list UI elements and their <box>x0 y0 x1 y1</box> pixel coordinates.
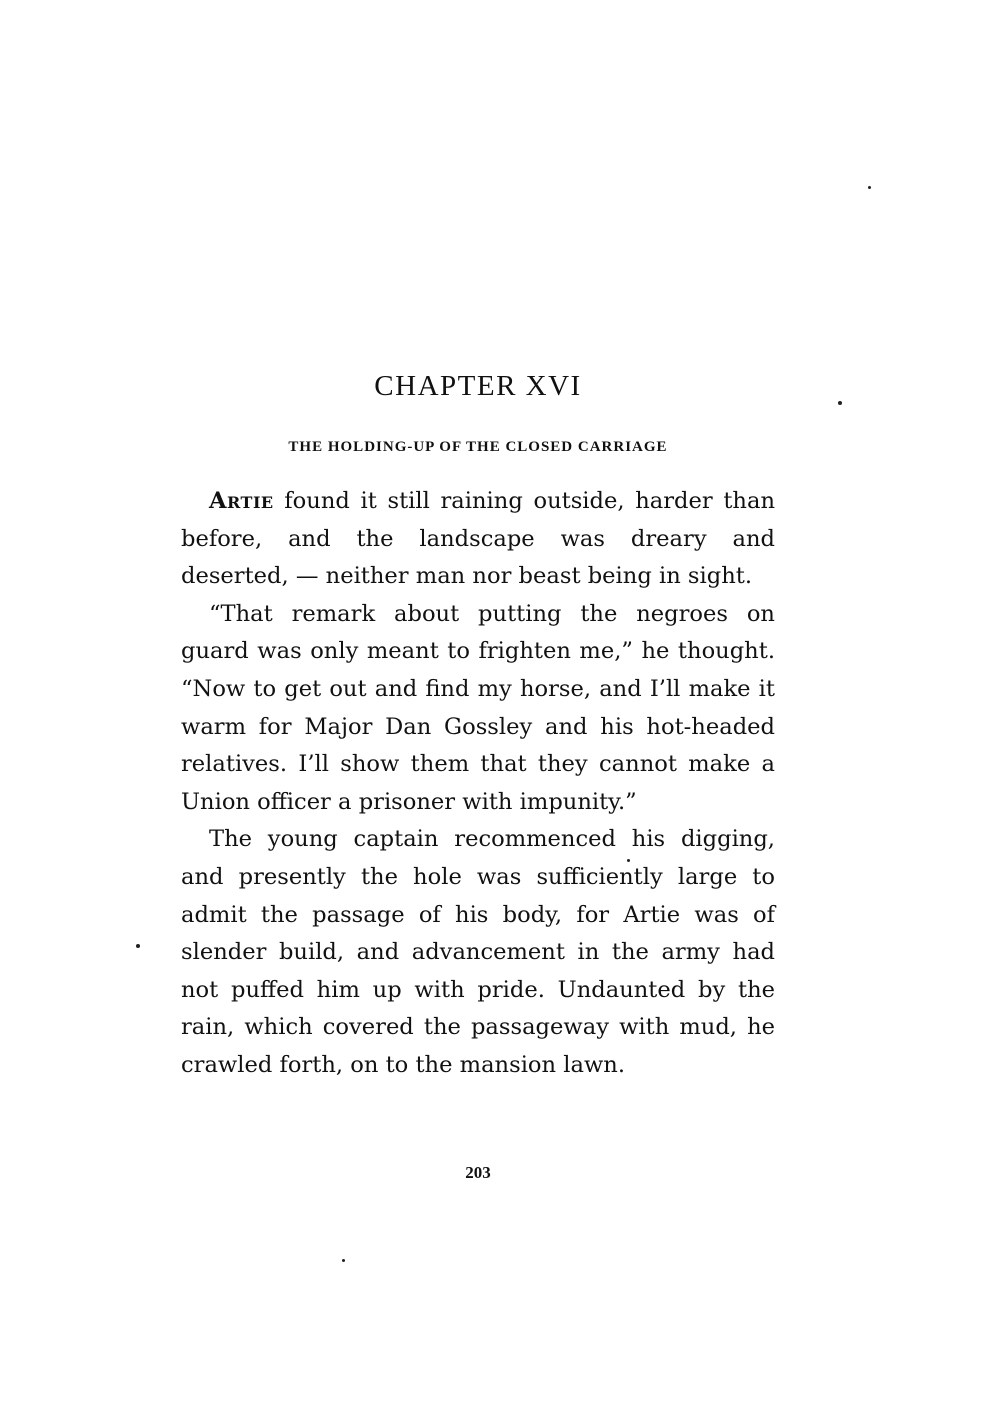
paragraph-text: The young captain recommenced his digging, and presently the hole was sufficiently large to admit the passage of his body, for Artie was of slender build, and advancement in the army had not puffed him up with pride. Undaunted by the rain, which covered the passageway with mud, he crawled forth, on to the mansion lawn. <box>181 826 775 1078</box>
body-text <box>181 483 775 1085</box>
scan-speck <box>868 186 871 189</box>
chapter-heading: CHAPTER XVI <box>374 370 582 402</box>
scan-speck <box>838 401 842 405</box>
scan-speck <box>627 859 630 862</box>
paragraph-text: “That remark about putting the negroes on guard was only meant to frighten me,” he thought. “Now to get out and find my horse, and I’ll make it warm for Major Dan Gossley and his hot-headed relatives. I’ll show them that they cannot make a Union officer a prisoner with impunity.” <box>181 600 775 815</box>
paragraph-2 <box>181 596 775 822</box>
paragraph-3 <box>181 821 775 1084</box>
paragraph-1 <box>181 483 775 596</box>
paragraph-lead-word: Artie <box>209 488 274 514</box>
chapter-subtitle: THE HOLDING-UP OF THE CLOSED CARRIAGE <box>288 439 668 455</box>
page-number: 203 <box>465 1163 491 1182</box>
scan-speck <box>342 1259 345 1262</box>
paragraph-text: found it still raining outside, harder than before, and the landscape was dreary and deserted, — neither man nor beast being in sight. <box>181 488 775 590</box>
scan-speck <box>136 944 140 948</box>
